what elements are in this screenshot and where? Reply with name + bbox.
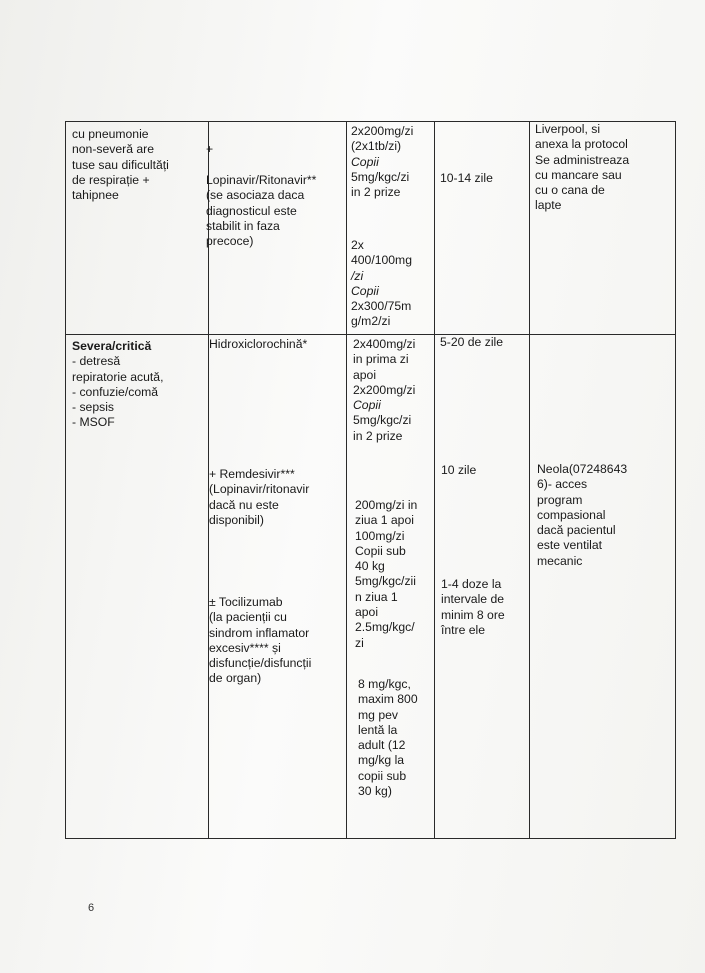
text-line: excesiv**** și: [209, 640, 281, 655]
text-line: tuse sau dificultăți: [72, 157, 169, 172]
text-line: mg pev: [358, 707, 398, 722]
text-line: (Lopinavir/ritonavir: [209, 482, 310, 497]
text-line: 400/100mg: [351, 253, 412, 268]
text-line: 8 mg/kgc,: [358, 677, 411, 691]
text-line: 5mg/kgc/zii: [355, 574, 416, 589]
text-line: + Remdesivir***: [209, 467, 295, 481]
text-line: tahipnee: [72, 188, 119, 203]
text-line: Lopinavir/Ritonavir**: [206, 173, 317, 187]
text-line: sindrom inflamator: [209, 625, 310, 640]
row-divider: [65, 334, 676, 335]
text-line: între ele: [441, 622, 486, 637]
text-line: 10 zile: [441, 463, 477, 477]
row2-duration-tocilizumab: [441, 577, 505, 638]
text-line: repiratorie acută,: [72, 369, 164, 384]
row1-plus-sign: [206, 142, 213, 157]
text-line: 2x: [351, 238, 364, 252]
text-line: precoce): [206, 234, 254, 249]
text-line: 200mg/zi in: [355, 498, 418, 512]
text-line: diagnosticul este: [206, 203, 297, 218]
text-line: mecanic: [537, 553, 583, 568]
row2-severity-description: [72, 339, 163, 431]
row2-notes: [537, 462, 627, 569]
text-line: 30 kg): [358, 784, 392, 799]
text-line: 2x200mg/zi: [351, 124, 414, 138]
text-line: disponibil): [209, 512, 264, 527]
column-border-5: [529, 121, 530, 839]
row2-drug-hydroxychloroquine: [209, 337, 307, 352]
text-line: non-severă are: [72, 142, 154, 157]
row2-dose-block-2: [355, 498, 417, 651]
text-line: Copii: [351, 154, 379, 169]
text-line: Copii sub: [355, 543, 406, 558]
text-line: program: [537, 492, 583, 507]
row1-notes: [535, 122, 629, 214]
text-line: in 2 prize: [353, 428, 403, 443]
column-border-6: [675, 121, 676, 839]
text-line: copii sub: [358, 768, 407, 783]
text-line: cu mancare sau: [535, 167, 622, 182]
text-line: zi: [355, 635, 364, 650]
text-line: lentă la: [358, 722, 398, 737]
text-line: 2x200mg/zi: [353, 382, 416, 397]
text-line: minim 8 ore: [441, 607, 505, 622]
text-line: (2x1tb/zi): [351, 139, 402, 154]
severity-title: Severa/critică: [72, 339, 152, 353]
text-line: ziua 1 apoi: [355, 513, 414, 528]
text-line: (se asociaza daca: [206, 188, 305, 203]
text-line: dacă nu este: [209, 497, 279, 512]
row2-dose-block-3: [358, 677, 418, 799]
text-line: - MSOF: [72, 415, 115, 430]
text-line: mg/kg la: [358, 753, 405, 768]
text-line: 5mg/kgc/zi: [351, 169, 410, 184]
row2-drug-remdesivir: [209, 467, 309, 528]
text-line: +: [206, 142, 214, 156]
text-line: Neola(07248643: [537, 462, 628, 476]
row2-dose-block-1: [353, 337, 415, 444]
text-line: apoi: [353, 367, 377, 382]
text-line: 5mg/kgc/zi: [353, 413, 412, 428]
row2-drug-tocilizumab: [209, 595, 311, 687]
text-line: stabilit in faza: [206, 218, 280, 233]
text-line: 2x300/75m: [351, 299, 412, 314]
text-line: 5-20 de zile: [440, 335, 504, 349]
text-line: de organ): [209, 671, 262, 686]
row1-duration: [440, 171, 493, 186]
text-line: disfuncție/disfuncții: [209, 656, 312, 671]
table-bottom-border: [65, 838, 676, 839]
text-line: apoi: [355, 605, 379, 620]
column-border-4: [434, 121, 435, 839]
text-line: Copii: [353, 398, 381, 413]
text-line: Copii: [351, 283, 379, 298]
text-line: compasional: [537, 507, 606, 522]
text-line: 2.5mg/kgc/: [355, 620, 415, 635]
text-line: cu pneumonie: [72, 127, 149, 141]
column-border-3: [346, 121, 347, 839]
text-line: 2x400mg/zi: [353, 337, 416, 351]
column-border-1: [65, 121, 66, 839]
text-line: anexa la protocol: [535, 137, 628, 152]
text-line: 1-4 doze la: [441, 577, 502, 591]
row2-duration-remdesivir: [441, 463, 476, 478]
text-line: ± Tocilizumab: [209, 595, 283, 609]
row1-severity-description: [72, 127, 169, 203]
text-line: cu o cana de: [535, 183, 605, 198]
text-line: este ventilat: [537, 538, 603, 553]
text-line: in prima zi: [353, 352, 409, 367]
text-line: intervale de: [441, 592, 505, 607]
text-line: - detresă: [72, 354, 121, 369]
text-line: Hidroxiclorochină*: [209, 337, 308, 351]
text-line: 40 kg: [355, 559, 385, 574]
page-number: 6: [88, 902, 95, 914]
text-line: g/m2/zi: [351, 314, 391, 329]
text-line: n ziua 1: [355, 589, 398, 604]
text-line: in 2 prize: [351, 185, 401, 200]
text-line: - confuzie/comă: [72, 384, 159, 399]
text-line: /zi: [351, 268, 364, 283]
text-line: de respirație +: [72, 172, 150, 187]
text-line: 100mg/zi: [355, 528, 405, 543]
text-line: Liverpool, si: [535, 122, 601, 136]
text-line: Se administreaza: [535, 152, 630, 167]
text-line: adult (12: [358, 738, 406, 753]
row2-duration-hydroxychloroquine: [440, 335, 503, 350]
row1-dose-block-1: [351, 124, 413, 200]
row1-dose-block-2: [351, 238, 412, 330]
text-line: dacă pacientul: [537, 523, 616, 538]
text-line: (la pacienții cu: [209, 610, 287, 625]
text-line: maxim 800: [358, 692, 418, 707]
text-line: - sepsis: [72, 400, 114, 415]
text-line: 6)- acces: [537, 477, 588, 492]
text-line: 10-14 zile: [440, 171, 493, 185]
text-line: lapte: [535, 198, 562, 213]
row1-drug-lopinavir: [206, 173, 316, 249]
